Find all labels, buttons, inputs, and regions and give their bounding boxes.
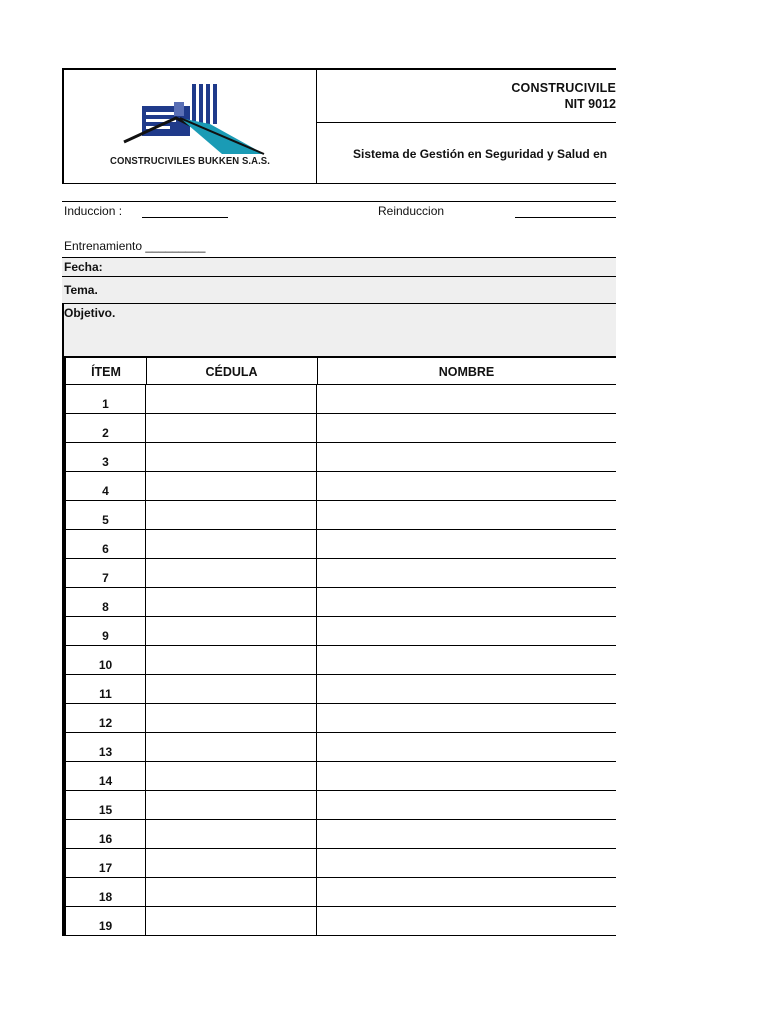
cedula-cell[interactable] [146,820,317,848]
item-cell [66,646,146,674]
table-row [66,617,616,646]
cedula-cell[interactable] [146,617,317,645]
nombre-cell[interactable] [317,791,616,819]
item-cell [66,762,146,790]
item-number: 16 [98,832,113,846]
cedula-cell[interactable] [146,472,317,500]
item-number: 15 [98,803,113,817]
item-number: 17 [98,861,113,875]
item-number: 11 [99,687,112,701]
item-cell [66,878,146,906]
document-header [62,68,616,184]
nombre-cell[interactable] [317,849,616,877]
cedula-cell[interactable] [146,530,317,558]
table-header [66,358,616,385]
table-row [66,501,616,530]
subtitle-cell [316,123,616,184]
nombre-cell[interactable] [317,414,616,442]
table-row [66,733,616,762]
cedula-cell[interactable] [146,675,317,703]
table-row [66,414,616,443]
item-number: 14 [98,774,113,788]
item-number: 4 [102,484,109,498]
cedula-cell[interactable] [146,907,317,935]
item-cell [66,385,146,413]
nombre-cell[interactable] [317,675,616,703]
nombre-cell[interactable] [317,907,616,935]
table-row [66,472,616,501]
reinduccion-field[interactable] [515,217,616,218]
item-number: 10 [98,658,113,672]
item-cell [66,791,146,819]
logo-company-name: CONSTRUCIVILES BUKKEN S.A.S. [110,156,270,167]
table-row [66,588,616,617]
item-cell [66,617,146,645]
column-header-item: ÍTEM [66,358,147,384]
table-row [66,907,616,936]
item-cell [66,907,146,935]
item-cell [66,704,146,732]
company-name: CONSTRUCIVILE [511,81,616,95]
tower-bars [192,84,217,124]
nombre-cell[interactable] [317,559,616,587]
cedula-cell[interactable] [146,849,317,877]
nombre-cell[interactable] [317,733,616,761]
item-number: 8 [102,600,109,614]
cedula-cell[interactable] [146,501,317,529]
item-cell [66,849,146,877]
cedula-cell[interactable] [146,385,317,413]
nombre-cell[interactable] [317,588,616,616]
item-number: 19 [98,919,113,933]
cedula-cell[interactable] [146,559,317,587]
item-number: 3 [102,455,109,469]
nombre-cell[interactable] [317,617,616,645]
induccion-label: Induccion : [64,204,123,218]
table-row [66,791,616,820]
cedula-cell[interactable] [146,733,317,761]
table-row [66,849,616,878]
nombre-cell[interactable] [317,878,616,906]
management-system-title: Sistema de Gestión en Seguridad y Salud en [353,147,608,161]
nombre-cell[interactable] [317,501,616,529]
item-number: 5 [102,513,109,527]
item-cell [66,733,146,761]
column-header-cedula: CÉDULA [146,358,318,384]
item-cell [66,675,146,703]
item-cell [66,501,146,529]
item-number: 7 [102,571,109,585]
table-row [66,443,616,472]
table-row [66,878,616,907]
fecha-label: Fecha: [64,260,103,274]
tema-row [62,277,616,304]
induccion-row [62,202,616,222]
item-number: 13 [98,745,113,759]
cedula-cell[interactable] [146,878,317,906]
item-cell [66,414,146,442]
spacer-row [62,184,616,202]
induccion-field[interactable] [142,217,228,218]
table-row [66,704,616,733]
objetivo-label: Objetivo. [64,306,116,320]
cedula-cell[interactable] [146,443,317,471]
cedula-cell[interactable] [146,791,317,819]
table-row [66,530,616,559]
column-header-nombre: NOMBRE [438,365,495,379]
table-row [66,675,616,704]
company-nit: NIT 9012 [564,97,616,111]
item-number: 9 [102,629,109,643]
nombre-cell[interactable] [317,385,616,413]
table-row [66,820,616,849]
nombre-cell[interactable] [317,820,616,848]
nombre-cell[interactable] [317,472,616,500]
item-cell [66,559,146,587]
reinduccion-label: Reinduccion [378,204,445,218]
title-cell [316,70,616,123]
item-number: 1 [102,397,109,411]
cedula-cell[interactable] [146,762,317,790]
fecha-row [62,257,616,277]
cedula-cell[interactable] [146,646,317,674]
nombre-cell[interactable] [317,762,616,790]
entrenamiento-row [62,236,616,256]
item-cell [66,820,146,848]
tema-label: Tema. [64,283,98,297]
item-cell [66,443,146,471]
nombre-cell[interactable] [317,443,616,471]
nombre-cell[interactable] [317,704,616,732]
objetivo-row [62,304,616,358]
nombre-cell[interactable] [317,646,616,674]
attendance-table [62,358,616,936]
entrenamiento-label: Entrenamiento _________ [64,239,206,253]
cedula-cell[interactable] [146,414,317,442]
item-cell [66,588,146,616]
item-number: 2 [102,426,109,440]
item-number: 12 [98,716,113,730]
table-body [66,385,616,936]
cedula-cell[interactable] [146,588,317,616]
item-cell [66,472,146,500]
item-cell [66,530,146,558]
item-number: 18 [98,890,113,904]
item-number: 6 [102,542,109,556]
nombre-cell[interactable] [317,530,616,558]
table-row [66,762,616,791]
cedula-cell[interactable] [146,704,317,732]
company-logo-icon [104,82,274,158]
logo-cell [64,70,317,184]
table-row [66,559,616,588]
table-row [66,385,616,414]
table-row [66,646,616,675]
